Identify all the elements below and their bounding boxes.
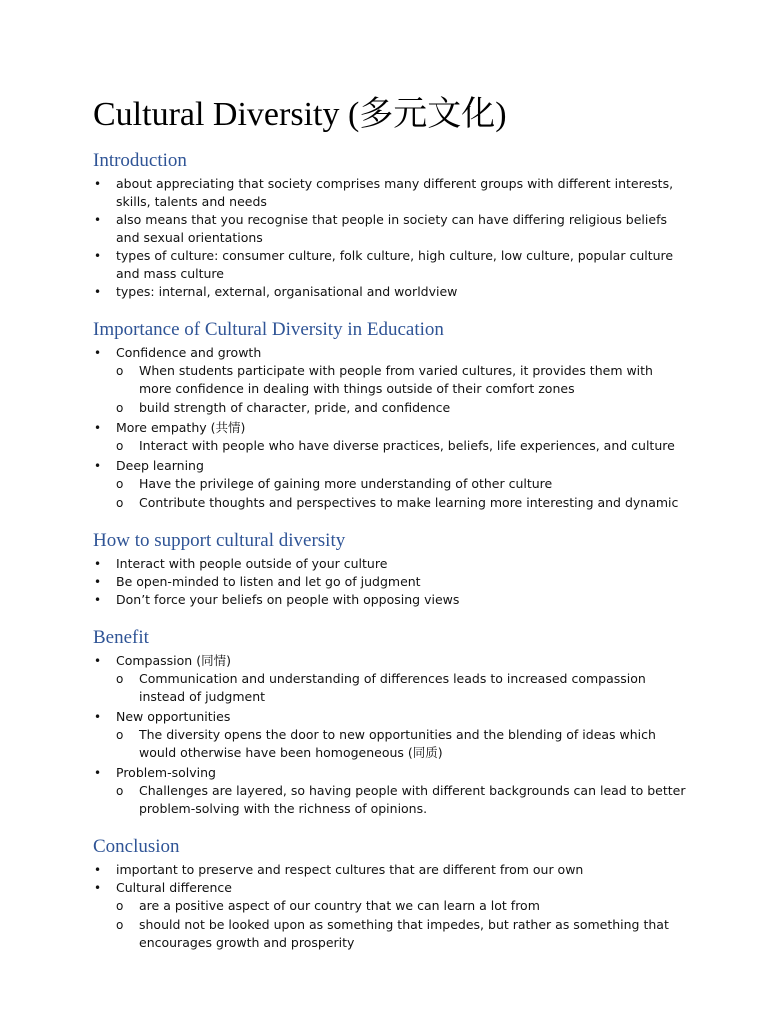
circle-bullet-icon: o [116,672,124,686]
list-item-text: types: internal, external, organisational and worldview [116,284,458,299]
sub-list-item [116,437,688,455]
sub-list-item-text: Communication and understanding of differences leads to increased compassion instead of judgment [139,671,646,704]
sub-list-item-text: The diversity opens the door to new opportunities and the blending of ideas which would otherwise have been homogeneous (同质) [139,727,656,760]
list-item [93,861,688,879]
circle-bullet-icon: o [116,784,124,798]
list-item-text: types of culture: consumer culture, folk culture, high culture, low culture, popular culture and mass culture [116,248,674,281]
circle-bullet-icon: o [116,899,124,913]
bullet-icon: • [94,421,102,435]
list-item [93,247,688,283]
list-item-text: Deep learning [116,458,204,473]
sub-list-item [116,726,688,762]
list-item-text: also means that you recognise that people in society can have differing religious beliefs and sexual orientations [116,212,667,245]
list-item [93,652,688,706]
circle-bullet-icon: o [116,439,124,453]
section [93,319,688,512]
bullet-icon: • [94,557,102,571]
sub-list-item [116,399,688,417]
sub-list-item-text: should not be looked upon as something that impedes, but rather as something that encourages growth and prosperity [139,917,669,950]
bullet-list [93,861,688,952]
list-item [93,573,688,591]
sub-list-item [116,670,688,706]
sub-list-item [116,475,688,493]
list-item [93,879,688,952]
list-item [93,591,688,609]
list-item-text: Be open-minded to listen and let go of judgment [116,574,421,589]
sub-list [116,670,688,706]
list-item-text: More empathy (共情) [116,420,246,435]
bullet-icon: • [94,213,102,227]
circle-bullet-icon: o [116,918,124,932]
bullet-icon: • [94,285,102,299]
bullet-icon: • [94,881,102,895]
bullet-icon: • [94,710,102,724]
list-item [93,344,688,417]
bullet-icon: • [94,177,102,191]
circle-bullet-icon: o [116,401,124,415]
section [93,530,688,609]
list-item [93,419,688,455]
list-item-text: Problem-solving [116,765,216,780]
list-item-text: Cultural difference [116,880,232,895]
circle-bullet-icon: o [116,477,124,491]
sub-list-item [116,362,688,398]
section-heading: Importance of Cultural Diversity in Education [93,319,444,340]
bullet-icon: • [94,766,102,780]
section-heading: Conclusion [93,836,180,857]
sub-list [116,782,688,818]
sub-list-item [116,897,688,915]
bullet-icon: • [94,346,102,360]
bullet-icon: • [94,459,102,473]
bullet-list [93,175,688,301]
section [93,150,688,301]
bullet-icon: • [94,654,102,668]
sub-list [116,437,688,455]
sub-list-item-text: When students participate with people from varied cultures, it provides them with more confidence in dealing with things outside of their comfort zones [139,363,653,396]
bullet-list [93,652,688,818]
list-item [93,175,688,211]
circle-bullet-icon: o [116,364,124,378]
bullet-icon: • [94,593,102,607]
section-heading: How to support cultural diversity [93,530,346,551]
bullet-list [93,555,688,609]
list-item [93,283,688,301]
list-item-text: about appreciating that society comprises many different groups with different interests, skills, talents and needs [116,176,674,209]
section [93,627,688,818]
sub-list-item-text: Contribute thoughts and perspectives to make learning more interesting and dynamic [139,495,679,510]
list-item [93,211,688,247]
sub-list [116,726,688,762]
bullet-icon: • [94,863,102,877]
section-heading: Benefit [93,627,149,648]
sub-list [116,362,688,417]
list-item [93,764,688,818]
list-item [93,457,688,512]
list-item [93,555,688,573]
list-item-text: Interact with people outside of your culture [116,556,388,571]
document-title: Cultural Diversity (多元文化) [93,96,507,133]
sub-list-item-text: Interact with people who have diverse practices, beliefs, life experiences, and culture [139,438,675,453]
list-item-text: Compassion (同情) [116,653,231,668]
sub-list [116,897,688,952]
list-item-text: important to preserve and respect cultures that are different from our own [116,862,584,877]
sub-list [116,475,688,512]
bullet-icon: • [94,575,102,589]
document-body [93,150,688,952]
section-heading: Introduction [93,150,187,171]
sub-list-item-text: Have the privilege of gaining more understanding of other culture [139,476,553,491]
sub-list-item [116,782,688,818]
sub-list-item [116,916,688,952]
sub-list-item-text: build strength of character, pride, and confidence [139,400,451,415]
list-item-text: Confidence and growth [116,345,262,360]
list-item [93,708,688,762]
sub-list-item [116,494,688,512]
bullet-icon: • [94,249,102,263]
circle-bullet-icon: o [116,728,124,742]
list-item-text: Don’t force your beliefs on people with opposing views [116,592,460,607]
section [93,836,688,952]
circle-bullet-icon: o [116,496,124,510]
sub-list-item-text: Challenges are layered, so having people with different backgrounds can lead to better problem-solving with the richness of opinions. [139,783,686,816]
list-item-text: New opportunities [116,709,231,724]
bullet-list [93,344,688,512]
sub-list-item-text: are a positive aspect of our country that we can learn a lot from [139,898,540,913]
